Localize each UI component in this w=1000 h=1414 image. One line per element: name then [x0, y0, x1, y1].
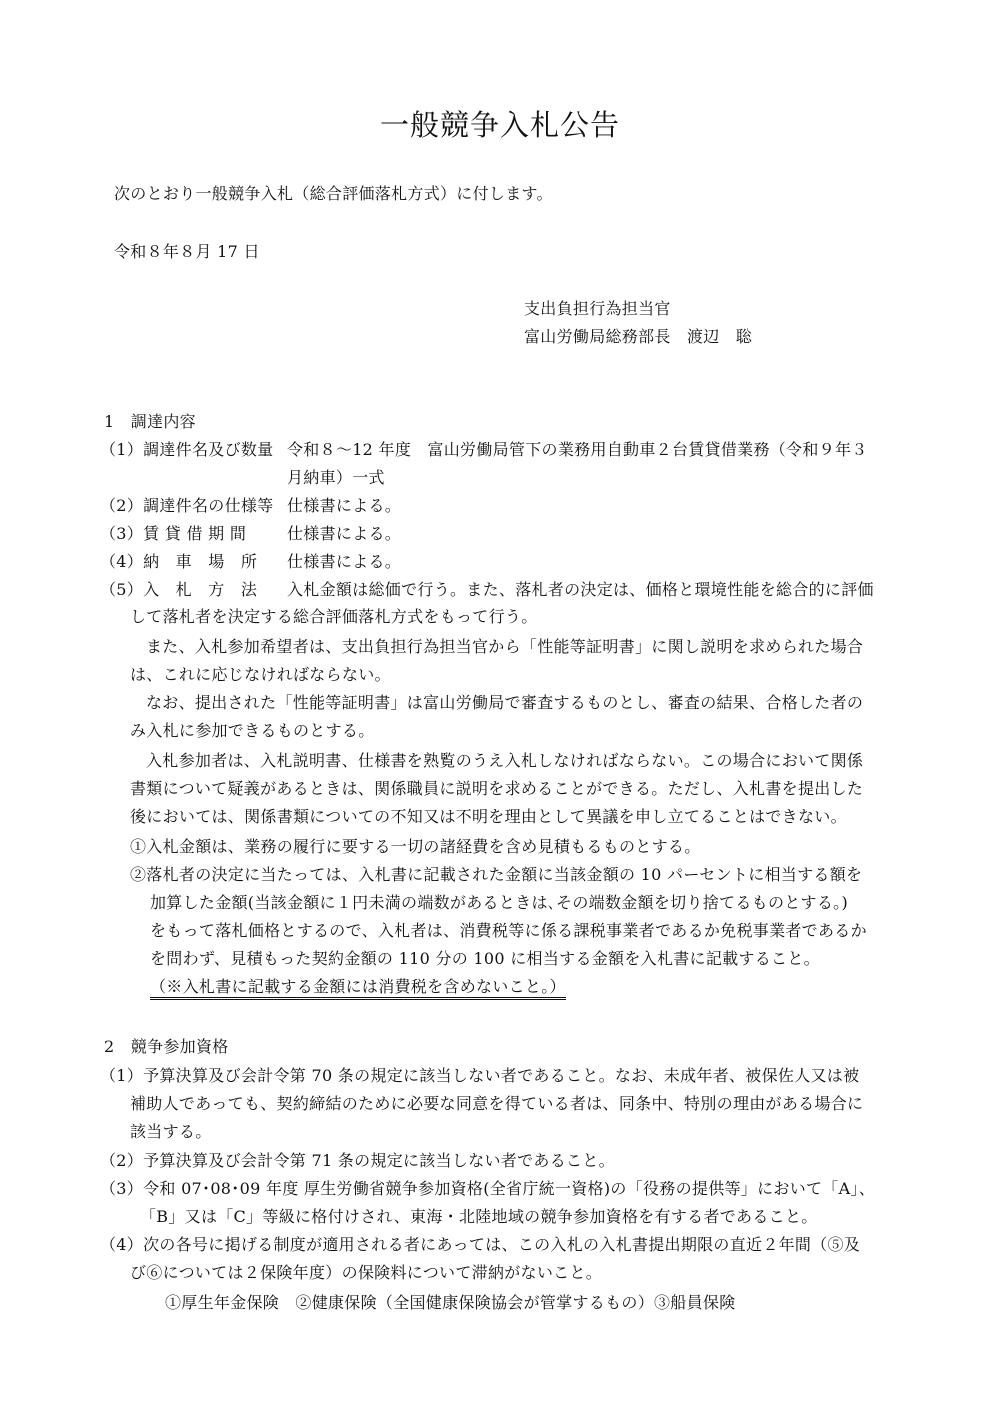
paragraph-line: は、これに応じなければならない。 [130, 665, 391, 684]
qual-item3: （3）令和 07･08･09 年度 厚生労働省競争参加資格(全省庁統一資格)の「役務の提供等」において「A」、 [100, 1179, 876, 1198]
page-title: 一般競争入札公告 [379, 108, 620, 142]
item3-label: （3）賃 貸 借 期 間 [100, 524, 247, 543]
section1-heading: 1 調達内容 [104, 412, 196, 431]
item2-label: （2）調達件名の仕様等 [100, 496, 274, 515]
paragraph-line: 後においては、関係書類についての不知又は不明を理由として異議を申し立てることはできない。 [130, 807, 847, 826]
numbered-item: ②落札者の決定に当たっては、入札書に記載された金額に当該金額の 10 パーセントに相当する額を [130, 865, 863, 884]
paragraph-line: み入札に参加できるものとする。 [130, 721, 375, 740]
qual-item4: （4）次の各号に掲げる制度が適用される者にあっては、この入札の入札書提出期限の直近２年間（⑤及 [100, 1235, 861, 1254]
item2-text: 仕様書による。 [287, 496, 402, 515]
intro-text: 次のとおり一般競争入札（総合評価落札方式）に付します。 [114, 184, 553, 203]
qual-item1-cont: 補助人であっても、契約締結のために必要な同意を得ている者は、同条中、特別の理由がある場合に [130, 1094, 864, 1113]
item3-text: 仕様書による。 [287, 524, 402, 543]
qual-item1: （1）予算決算及び会計令第 70 条の規定に該当しない者であること。なお、未成年者、被保佐人又は被 [100, 1066, 860, 1085]
signer-name: 富山労働局総務部長 渡辺 聡 [524, 327, 753, 346]
announcement-date: 令和８年８月 17 日 [114, 242, 260, 261]
section2-heading: 2 競争参加資格 [104, 1037, 229, 1056]
item4-text: 仕様書による。 [287, 552, 402, 571]
paragraph-line: 書類について疑義があるときは、関係職員に説明を求めることができる。ただし、入札書を提出した [130, 779, 864, 798]
paragraph-line: また、入札参加希望者は、支出負担行為担当官から「性能等証明書」に関し説明を求められた場合 [146, 637, 864, 656]
item1-text: 令和８～12 年度 富山労働局管下の業務用自動車２台賃貸借業務（令和９年３ [287, 440, 868, 459]
numbered-item: ①入札金額は、業務の履行に要する一切の諸経費を含め見積もるものとする。 [130, 837, 701, 856]
item5-text-cont: して落札者を決定する総合評価落札方式をもって行う。 [130, 607, 538, 626]
item1-label: （1）調達件名及び数量 [100, 440, 274, 459]
item1-text-cont: 月納車）一式 [287, 468, 385, 487]
qual-item3-cont: 「B」又は「C」等級に格付けされ、東海・北陸地域の競争参加資格を有する者であること。 [140, 1207, 818, 1226]
qual-item4-cont: び⑥については２保険年度）の保険料について滞納がないこと。 [130, 1263, 603, 1282]
numbered-item-cont: をもって落札価格とするので、入札者は、消費税等に係る課税事業者であるか免税事業者であるか [150, 921, 867, 940]
tax-note: （※入札書に記載する金額には消費税を含めないこと。） [150, 977, 566, 1000]
item4-label: （4）納 車 場 所 [100, 552, 258, 571]
paragraph-line: なお、提出された「性能等証明書」は富山労働局で審査するものとし、審査の結果、合格した者の [146, 693, 864, 712]
numbered-item-cont: を問わず、見積もった契約金額の 110 分の 100 に相当する金額を入札書に記載すること。 [150, 949, 820, 968]
insurance-list: ①厚生年金保険 ②健康保険（全国健康保険協会が管掌するもの）③船員保険 [165, 1293, 736, 1312]
numbered-item-cont: 加算した金額(当該金額に１円未満の端数があるときは､その端数金額を切り捨てるものとする。) [150, 893, 848, 912]
paragraph-line: 入札参加者は、入札説明書、仕様書を熟覧のうえ入札しなければならない。この場合において関係 [146, 751, 864, 770]
signer-role: 支出負担行為担当官 [524, 299, 671, 318]
qual-item1-cont: 該当する。 [130, 1122, 212, 1141]
item5-text: 入札金額は総価で行う。また、落札者の決定は、価格と環境性能を総合的に評価 [287, 580, 874, 599]
tax-note-wrapper [150, 976, 566, 998]
item5-label: （5）入 札 方 法 [100, 580, 258, 599]
qual-item2: （2）予算決算及び会計令第 71 条の規定に該当しない者であること。 [100, 1151, 615, 1170]
